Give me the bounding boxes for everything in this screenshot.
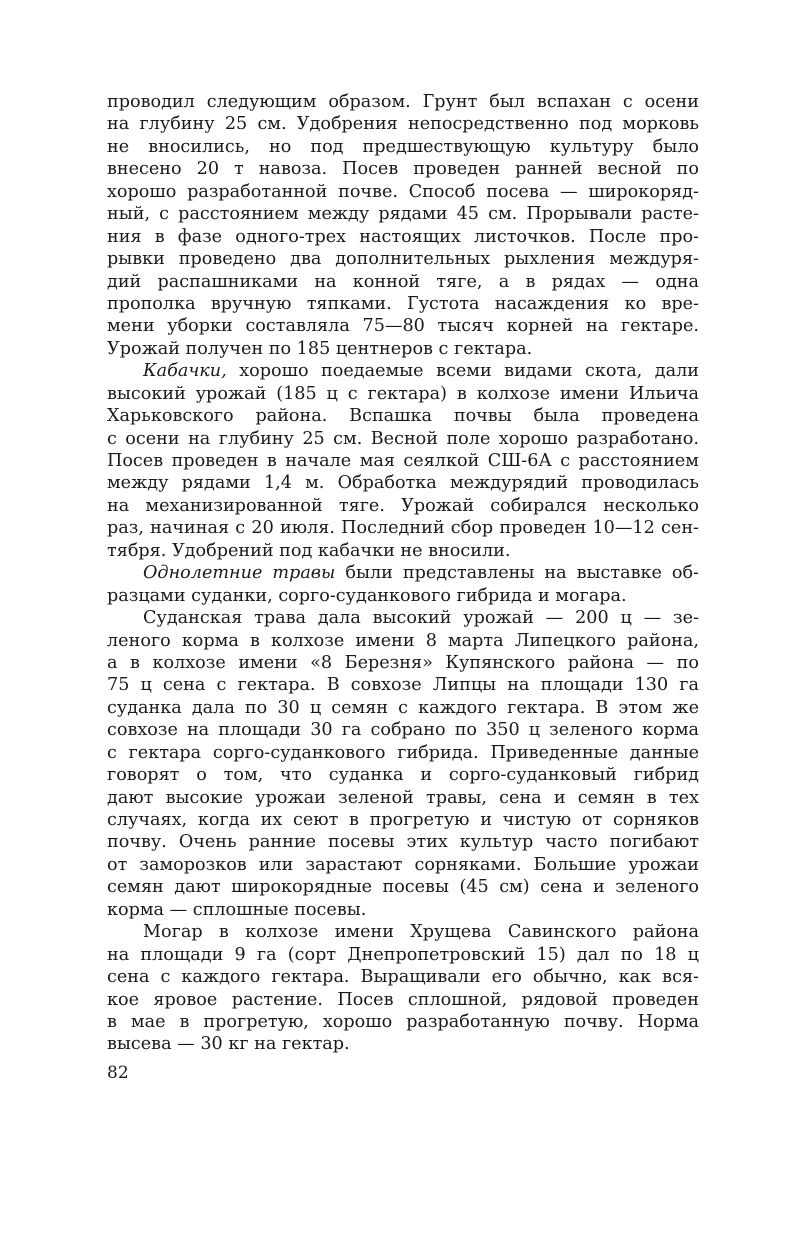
text-line	[107, 607, 699, 629]
line-text: не вносились, но под предшествующую культуру было	[107, 136, 699, 157]
line-text: на механизированной тяге. Урожай собирался несколько	[107, 495, 699, 516]
line-text: говорят о том, что суданка и сорго-суданковый гибрид	[107, 765, 699, 786]
line-text: ния в фазе одного-трех настоящих листочков. После про-	[107, 226, 699, 247]
line-text: ный, с расстоянием между рядами 45 см. Прорывали расте-	[107, 204, 699, 225]
line-text: раз, начиная с 20 июля. Последний сбор проведен 10—12 сен-	[107, 518, 699, 539]
text-line	[107, 966, 699, 988]
text-line	[107, 1033, 699, 1055]
text-line	[107, 652, 699, 674]
text-line	[107, 113, 699, 135]
text-line	[107, 383, 699, 405]
text-line	[107, 944, 699, 966]
line-text: совхозе на площади 30 га собрано по 350 ц зеленого корма	[107, 720, 699, 741]
text-line	[107, 360, 699, 382]
line-text: семян дают широкорядные посевы (45 см) сена и зеленого	[107, 877, 699, 898]
line-text: на площади 9 га (сорт Днепропетровский 15) дал по 18 ц	[107, 944, 699, 965]
line-text: были представлены на выставке об-	[335, 563, 699, 584]
line-text: корма — сплошные посевы.	[107, 899, 367, 920]
text-line	[107, 540, 699, 562]
line-text: кое яровое растение. Посев сплошной, рядовой проведен	[107, 989, 699, 1010]
text-line	[107, 585, 699, 607]
text-line	[107, 158, 699, 180]
text-line	[107, 226, 699, 248]
text-line	[107, 271, 699, 293]
text-line	[107, 697, 699, 719]
text-line	[107, 203, 699, 225]
text-line	[107, 989, 699, 1011]
text-line	[107, 315, 699, 337]
line-text: между рядами 1,4 м. Обработка междурядий проводилась	[107, 473, 699, 494]
line-text: от заморозков или зарастают сорняками. Большие урожаи	[107, 854, 699, 875]
line-text: суданка дала по 30 ц семян с каждого гектара. В этом же	[107, 697, 699, 718]
line-text: случаях, когда их сеют в прогретую и чистую от сорняков	[107, 810, 699, 830]
line-text: с гектара сорго-суданкового гибрида. Приведенные данные	[107, 742, 699, 763]
text-line	[107, 854, 699, 876]
line-text: Посев проведен в начале мая сеялкой СШ-6А с расстоянием	[107, 451, 699, 471]
line-text: дают высокие урожаи зеленой травы, сена и семян в тех	[107, 787, 699, 808]
text-line	[107, 876, 699, 898]
line-text: почву. Очень ранние посевы этих культур часто погибают	[107, 832, 699, 853]
line-text: с осени на глубину 25 см. Весной поле хорошо разработано.	[107, 428, 699, 449]
line-text: прополка вручную тяпками. Густота насаждения ко вре-	[107, 293, 699, 314]
text-line	[107, 1011, 699, 1033]
line-text: сена с каждого гектара. Выращивали его обычно, как вся-	[107, 967, 699, 988]
line-text: высева — 30 кг на гектар.	[107, 1034, 350, 1055]
line-text: разцами суданки, сорго-суданкового гибрида и могара.	[107, 585, 627, 606]
line-text: леного корма в колхозе имени 8 марта Липецкого района,	[107, 630, 699, 651]
text-line	[107, 764, 699, 786]
text-line	[107, 921, 699, 943]
line-text: хорошо поедаемые всеми видами скота, дали	[226, 361, 699, 382]
text-line	[107, 517, 699, 539]
text-line	[107, 562, 699, 584]
text-line	[107, 809, 699, 831]
line-text: мени уборки составляла 75—80 тысяч корней на гектаре.	[107, 316, 699, 337]
text-line	[107, 495, 699, 517]
line-text: проводил следующим образом. Грунт был вспахан с осени	[107, 92, 699, 112]
text-line	[107, 248, 699, 270]
line-text: тября. Удобрений под кабачки не вносили.	[107, 540, 511, 561]
text-line	[107, 674, 699, 696]
line-text: хорошо разработанной почве. Способ посева — широкоряд-	[107, 181, 699, 202]
line-text: внесено 20 т навоза. Посев проведен ранней весной по	[107, 159, 699, 180]
text-line	[107, 742, 699, 764]
italic-term: Кабачки,	[143, 361, 227, 382]
text-line	[107, 630, 699, 652]
line-text: Харьковского района. Вспашка почвы была проведена	[107, 406, 699, 427]
line-text: а в колхозе имени «8 Березня» Купянского района — по	[107, 652, 699, 673]
line-text: на глубину 25 см. Удобрения непосредственно под морковь	[107, 114, 699, 135]
line-text: Суданская трава дала высокий урожай — 200 ц — зе-	[143, 608, 699, 629]
text-line	[107, 719, 699, 741]
line-text: высокий урожай (185 ц с гектара) в колхозе имени Ильича	[107, 383, 699, 404]
text-line	[107, 91, 699, 113]
line-text: Могар в колхозе имени Хрущева Савинского района	[143, 922, 699, 943]
text-line	[107, 405, 699, 427]
text-line	[107, 338, 699, 360]
text-line	[107, 293, 699, 315]
text-line	[107, 899, 699, 921]
italic-term: Однолетние травы	[143, 563, 336, 584]
line-text: Урожай получен по 185 центнеров с гектара.	[107, 338, 533, 359]
text-line	[107, 450, 699, 472]
line-text: 75 ц сена с гектара. В совхозе Липцы на площади 130 га	[107, 675, 699, 696]
page-body	[107, 91, 699, 1056]
line-text: в мае в прогретую, хорошо разработанную почву. Норма	[107, 1011, 699, 1032]
text-line	[107, 787, 699, 809]
text-line	[107, 472, 699, 494]
text-line	[107, 136, 699, 158]
text-line	[107, 428, 699, 450]
line-text: дий распашниками на конной тяге, а в рядах — одна	[107, 271, 699, 292]
text-line	[107, 831, 699, 853]
page-number: 82	[107, 1063, 129, 1083]
line-text: рывки проведено два дополнительных рыхления междуря-	[107, 249, 699, 270]
text-line	[107, 181, 699, 203]
